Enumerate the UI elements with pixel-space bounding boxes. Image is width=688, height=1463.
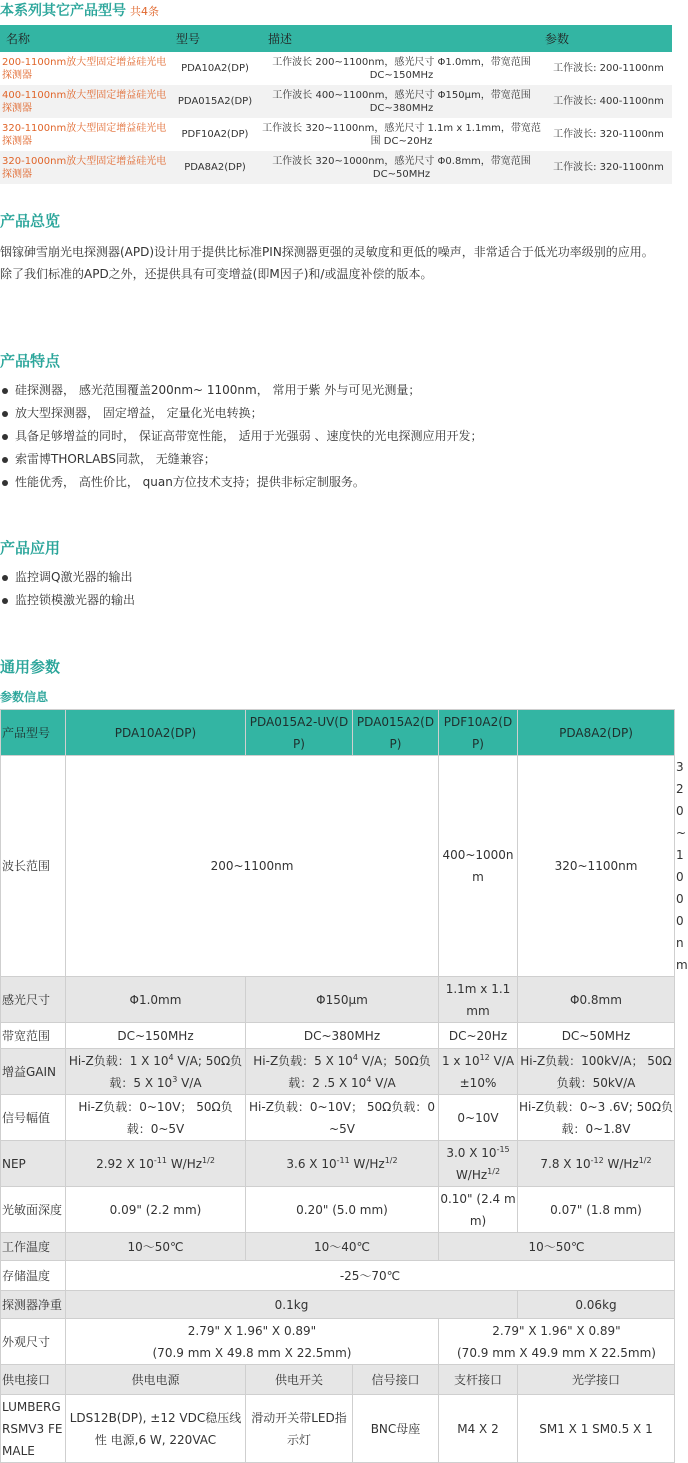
spec-label: 增益GAIN (1, 1049, 66, 1095)
spec-row-storage-temp (1, 1261, 675, 1291)
spec-cell: Hi-Z负载：0~10V； 50Ω负载：0~5V (246, 1095, 439, 1141)
spec-cell: 0.09" (2.2 mm) (66, 1187, 246, 1233)
spec-cell: 10～50℃ (439, 1233, 675, 1261)
table-row (0, 151, 672, 184)
bullet-icon (2, 388, 8, 394)
table-row (0, 52, 672, 85)
applications-list (0, 566, 135, 612)
features-title: 产品特点 (0, 352, 61, 370)
product-model: PDA8A2(DP) (172, 151, 258, 184)
spec-cell: 0~10V (439, 1095, 518, 1141)
related-products-header (0, 0, 159, 19)
spec-cell: 支杆接口 (439, 1365, 518, 1395)
spec-cell: 2.79" X 1.96" X 0.89" (70.9 mm X 49.8 mm X 22.5mm) (66, 1319, 439, 1365)
product-model: PDA015A2(DP) (172, 85, 258, 118)
spec-cell: 0.07" (1.8 mm) (518, 1187, 675, 1233)
bullet-icon (2, 434, 8, 440)
spec-cell: 320~1100nm (518, 756, 675, 977)
spec-cell: LDS12B(DP), ±12 VDC稳压线性 电源,6 W, 220VAC (66, 1395, 246, 1463)
bullet-icon (2, 575, 8, 581)
spec-row-size (1, 1319, 675, 1365)
spec-cell: 0.06kg (518, 1291, 675, 1319)
spec-label: 光敏面深度 (1, 1187, 66, 1233)
spec-cell: 200~1100nm (66, 756, 439, 977)
bullet-icon (2, 457, 8, 463)
col-header-name: 名称 (0, 25, 172, 52)
spec-cell: PDA015A2(DP) (353, 710, 439, 756)
spec-label: 产品型号 (1, 710, 66, 756)
spec-label: 外观尺寸 (1, 1319, 66, 1365)
product-link[interactable]: 200-1100nm放大型固定增益硅光电探测器 (2, 56, 167, 81)
product-link[interactable]: 320-1000nm放大型固定增益硅光电探测器 (0, 151, 172, 184)
spec-label: 探测器净重 (1, 1291, 66, 1319)
spec-cell: Φ150μm (246, 977, 439, 1023)
spec-cell: 3.0 X $10^{-15}$ $W/Hz^{1/2}$ (439, 1141, 518, 1187)
spec-row-model (1, 710, 675, 756)
spec-cell: 10～50℃ (66, 1233, 246, 1261)
spec-cell: DC~50MHz (518, 1023, 675, 1049)
spec-cell: Hi-Z负载：1 X $10^4$ V/A; 50Ω负载：5 X $10^3$ V/A (66, 1049, 246, 1095)
product-param: 工作波长: 200-1100nm (553, 63, 664, 74)
applications-title: 产品应用 (0, 539, 61, 557)
spec-cell: 供电开关 (246, 1365, 353, 1395)
spec-row-interface-values (1, 1395, 675, 1463)
spec-cell: PDA015A2-UV(DP) (246, 710, 353, 756)
product-link[interactable]: 320-1100nm放大型固定增益硅光电探测器 (2, 122, 167, 147)
spec-cell: DC~380MHz (246, 1023, 439, 1049)
spec-cell: SM1 X 1 SM0.5 X 1 (518, 1395, 675, 1463)
spec-cell: Hi-Z负载：5 X $10^4$ V/A；50Ω负载：2 .5 X $10^4$ V/A (246, 1049, 439, 1095)
product-link[interactable]: 400-1100nm放大型固定增益硅光电探测器 (0, 85, 172, 118)
spec-cell: 400~1000nm (439, 756, 518, 977)
table-row (0, 85, 672, 118)
product-param: 工作波长: 320-1100nm (545, 151, 672, 184)
table-header-row (0, 25, 672, 52)
product-desc: 工作波长 320~1000nm，感光尺寸 Φ0.8mm，带宽范围 DC~50MHz (258, 151, 545, 184)
spec-cell: -25～70℃ (66, 1261, 675, 1291)
overview-title: 产品总览 (0, 212, 61, 230)
spec-row-nep (1, 1141, 675, 1187)
spec-table (0, 709, 688, 1463)
spec-cell: M4 X 2 (439, 1395, 518, 1463)
spec-cell: PDA8A2(DP) (518, 710, 675, 756)
spec-cell: 1 x $10^{12}$ V/A ±10% (439, 1049, 518, 1095)
spec-cell: BNC母座 (353, 1395, 439, 1463)
col-header-model: 型号 (172, 25, 258, 52)
spec-cell: PDF10A2(DP) (439, 710, 518, 756)
spec-label: 信号幅值 (1, 1095, 66, 1141)
spec-cell: 0.1kg (66, 1291, 518, 1319)
feature-text: 放大型探测器， 固定增益， 定量化光电转换； (15, 406, 263, 420)
spec-label: 工作温度 (1, 1233, 66, 1261)
spec-row-wavelength: 波长范围 200~1100nm 400~1000nm 320~1100nm 320~1000nm (1, 756, 675, 977)
spec-cell: 2.79" X 1.96" X 0.89" (70.9 mm X 49.9 mm X 22.5mm) (439, 1319, 675, 1365)
spec-row-weight (1, 1291, 675, 1319)
spec-cell: Φ0.8mm (518, 977, 675, 1023)
spec-label: 感光尺寸 (1, 977, 66, 1023)
spec-label: 带宽范围 (1, 1023, 66, 1049)
bullet-icon (2, 411, 8, 417)
col-header-param: 参数 (545, 25, 672, 52)
list-item (0, 448, 482, 471)
bullet-icon (2, 598, 8, 604)
spec-cell: 光学接口 (518, 1365, 675, 1395)
spec-label: NEP (1, 1141, 66, 1187)
spec-label: 波长范围 (1, 756, 66, 977)
spec-row-work-temp (1, 1233, 675, 1261)
bullet-icon (2, 480, 8, 486)
spec-cell: 1.1m x 1.1mm (439, 977, 518, 1023)
params-subtitle: 参数信息 (0, 690, 49, 704)
application-text: 监控锁模激光器的输出 (15, 593, 136, 607)
spec-cell: PDA10A2(DP) (66, 710, 246, 756)
list-item (0, 471, 482, 494)
spec-cell: 2.92 X $10^{-11}$ $W/Hz^{1/2}$ (66, 1141, 246, 1187)
spec-row-depth (1, 1187, 675, 1233)
list-item (0, 379, 482, 402)
features-list (0, 379, 482, 494)
spec-row-interface-headers (1, 1365, 675, 1395)
list-item (0, 402, 482, 425)
spec-row-bandwidth (1, 1023, 675, 1049)
spec-row-signal (1, 1095, 675, 1141)
spec-label: 供电接口 (1, 1365, 66, 1395)
spec-cell: DC~20Hz (439, 1023, 518, 1049)
product-desc: 工作波长 400~1100nm，感光尺寸 Φ150μm，带宽范围 DC~380MHz (258, 85, 545, 118)
spec-cell: 0.20" (5.0 mm) (246, 1187, 439, 1233)
spec-cell: 0.10" (2.4 mm) (439, 1187, 518, 1233)
spec-cell: Hi-Z负载：100kV/A； 50Ω负载：50kV/A (518, 1049, 675, 1095)
feature-text: 硅探测器， 感光范围覆盖200nm~ 1100nm， 常用于紫 外与可见光测量； (15, 383, 421, 397)
spec-label: 存储温度 (1, 1261, 66, 1291)
spec-row-sensor (1, 977, 675, 1023)
product-model: PDF10A2(DP) (181, 129, 249, 140)
spec-cell: LUMBERG RSMV3 FEMALE (1, 1395, 66, 1463)
overview-text: 铟镓砷雪崩光电探测器(APD)设计用于提供比标准PIN探测器更强的灵敏度和更低的噪声，非常适合于低光功率级别的应用。除了我们标准的APD之外，还提供具有可变增益(即M因子)和/或温度补偿的版本。 (0, 245, 654, 281)
product-param: 工作波长: 320-1100nm (553, 129, 664, 140)
spec-cell: 供电电源 (66, 1365, 246, 1395)
application-text: 监控调Q激光器的输出 (15, 570, 133, 584)
spec-cell: 7.8 X $10^{-12}$ $W/Hz^{1/2}$ (518, 1141, 675, 1187)
params-title: 通用参数 (0, 658, 61, 676)
feature-text: 索雷博THORLABS同款， 无缝兼容； (15, 452, 216, 466)
spec-cell: DC~150MHz (66, 1023, 246, 1049)
related-products-table (0, 25, 672, 184)
related-products-count: 共4条 (130, 5, 159, 18)
list-item (0, 566, 135, 589)
feature-text: 具备足够增益的同时， 保证高带宽性能， 适用于光强弱 、速度快的光电探测应用开发； (15, 429, 483, 443)
spec-cell: 信号接口 (353, 1365, 439, 1395)
col-header-desc: 描述 (258, 25, 545, 52)
table-row (0, 118, 672, 151)
spec-cell: 10～40℃ (246, 1233, 439, 1261)
product-desc: 工作波长 200~1100nm，感光尺寸 Φ1.0mm，带宽范围 DC~150MHz (272, 56, 531, 81)
product-param: 工作波长: 400-1100nm (545, 85, 672, 118)
list-item (0, 589, 135, 612)
product-model: PDA10A2(DP) (181, 63, 249, 74)
list-item (0, 425, 482, 448)
product-desc: 工作波长 320~1100nm，感光尺寸 1.1m x 1.1mm，带宽范围 DC~20Hz (262, 122, 541, 147)
spec-cell: 3.6 X $10^{-11}$ $W/Hz^{1/2}$ (246, 1141, 439, 1187)
spec-cell: Hi-Z负载：0~10V； 50Ω负载：0~5V (66, 1095, 246, 1141)
spec-row-gain (1, 1049, 675, 1095)
spec-cell: 滑动开关带LED指示灯 (246, 1395, 353, 1463)
related-products-title: 本系列其它产品型号 (0, 3, 126, 19)
feature-text: 性能优秀， 高性价比， quan方位技术支持；提供非标定制服务。 (15, 475, 365, 489)
spec-cell: Hi-Z负载：0~3 .6V; 50Ω负载：0~1.8V (518, 1095, 675, 1141)
spec-cell: Φ1.0mm (66, 977, 246, 1023)
